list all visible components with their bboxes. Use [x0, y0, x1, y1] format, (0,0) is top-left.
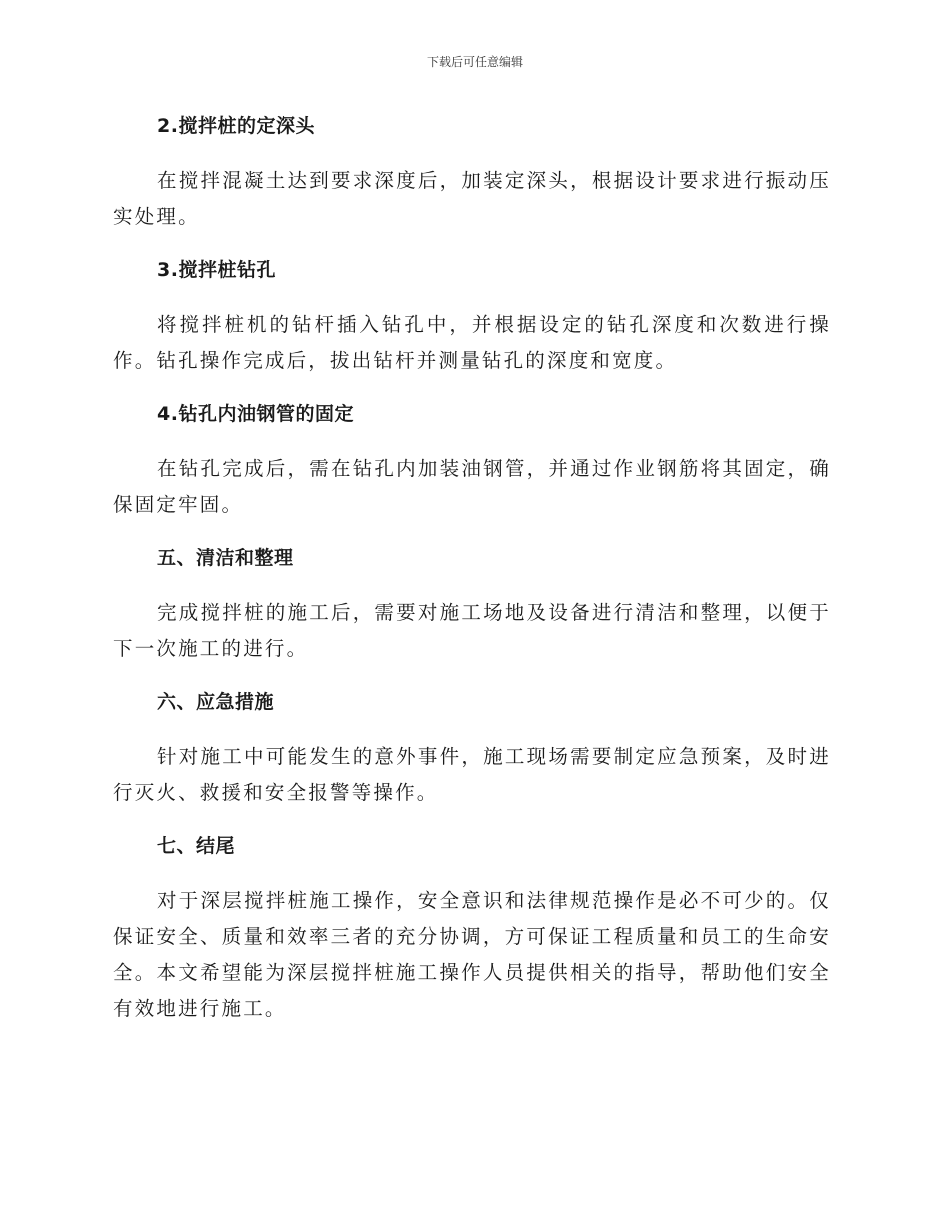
section-paragraph-oil-steel-pipe-fixing: 在钻孔完成后，需在钻孔内加装油钢管，并通过作业钢筋将其固定，确保固定牢固。 — [113, 457, 831, 516]
section-heading-conclusion: 七、结尾 — [157, 835, 236, 857]
section-heading-oil-steel-pipe-fixing: 4.钻孔内油钢管的固定 — [157, 403, 354, 425]
section-heading-stirring-pile-depth-head: 2.搅拌桩的定深头 — [157, 115, 315, 137]
section-paragraph-stirring-pile-drilling: 将搅拌桩机的钻杆插入钻孔中，并根据设定的钻孔深度和次数进行操作。钻孔操作完成后，拔出钻杆并测量钻孔的深度和宽度。 — [113, 313, 831, 372]
section-paragraph-cleaning: 完成搅拌桩的施工后，需要对施工场地及设备进行清洁和整理，以便于下一次施工的进行。 — [113, 601, 831, 660]
section-heading-stirring-pile-drilling: 3.搅拌桩钻孔 — [157, 259, 276, 281]
document-body — [113, 108, 831, 1044]
page-header: 下载后可任意编辑 — [426, 55, 523, 69]
section-heading-emergency-measures: 六、应急措施 — [157, 691, 275, 713]
section-paragraph-emergency-measures: 针对施工中可能发生的意外事件，施工现场需要制定应急预案，及时进行灭火、救援和安全报警等操作。 — [113, 745, 831, 804]
section-paragraph-stirring-pile-depth-head: 在搅拌混凝土达到要求深度后，加装定深头，根据设计要求进行振动压实处理。 — [113, 169, 831, 228]
section-paragraph-conclusion: 对于深层搅拌桩施工操作，安全意识和法律规范操作是必不可少的。仅保证安全、质量和效率三者的充分协调，方可保证工程质量和员工的生命安全。本文希望能为深层搅拌桩施工操作人员提供相关的指导，帮助他们安全有效地进行施工。 — [113, 889, 831, 1020]
section-heading-cleaning: 五、清洁和整理 — [157, 547, 294, 569]
